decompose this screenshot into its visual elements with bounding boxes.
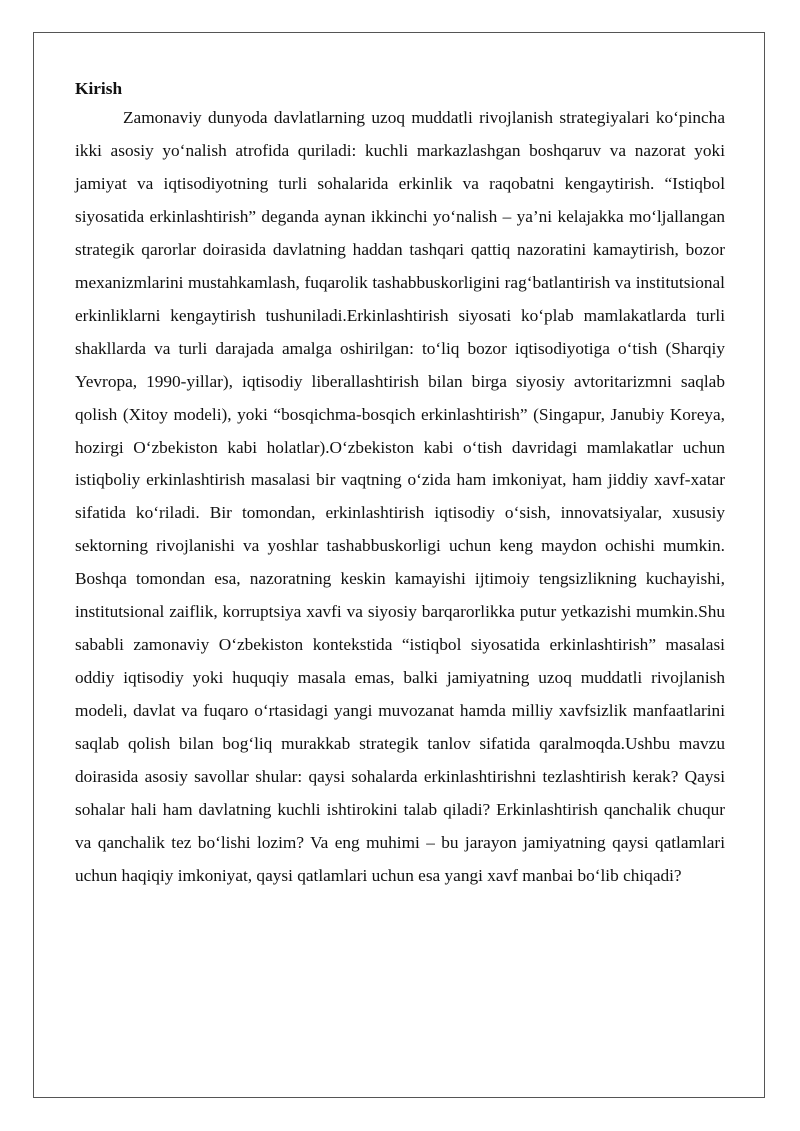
section-heading: Kirish [75, 79, 123, 98]
document-content [75, 75, 725, 893]
body-paragraph: Zamonaviy dunyoda davlatlarning uzoq muddatli rivojlanish strategiyalari koʻpincha ikki asosiy yoʻnalish atrofida quriladi: kuchli markazlashgan boshqaruv va nazorat yoki jamiyat va iqtisodiyotning turli sohalarida erkinlik va raqobatni kengaytirish. “Istiqbol siyosatida erkinlashtirish” deganda aynan ikkinchi yoʻnalish – ya’ni kelajakka moʻljallangan strategik qarorlar doirasida davlatning haddan tashqari qattiq nazoratini kamaytirish, bozor mexanizmlarini mustahkamlash, fuqarolik tashabbuskorligini ragʻbatlantirish va institutsional erkinliklarni kengaytirish tushuniladi.Erkinlashtirish siyosati koʻplab mamlakatlarda turli shakllarda va turli darajada amalga oshirilgan: toʻliq bozor iqtisodiyotiga oʻtish (Sharqiy Yevropa, 1990-yillar), iqtisodiy liberallashtirish bilan birga siyosiy avtoritarizmni saqlab qolish (Xitoy modeli), yoki “bosqichma-bosqich erkinlashtirish” (Singapur, Janubiy Koreya, hozirgi Oʻzbekiston kabi holatlar).Oʻzbekiston kabi oʻtish davridagi mamlakatlar uchun istiqboliy erkinlashtirish masalasi bir vaqtning oʻzida ham imkoniyat, ham jiddiy xavf-xatar sifatida koʻriladi. Bir tomondan, erkinlashtirish iqtisodiy oʻsish, innovatsiyalar, xususiy sektorning rivojlanishi va yoshlar tashabbuskorligi uchun keng maydon ochishi mumkin. Boshqa tomondan esa, nazoratning keskin kamayishi ijtimoiy tengsizlikning kuchayishi, institutsional zaiflik, korruptsiya xavfi va siyosiy barqarorlikka putur yetkazishi mumkin.Shu sababli zamonaviy Oʻzbekiston kontekstida “istiqbol siyosatida erkinlashtirish” masalasi oddiy iqtisodiy yoki huquqiy masala emas, balki jamiyatning uzoq muddatli rivojlanish modeli, davlat va fuqaro oʻrtasidagi yangi muvozanat hamda milliy xavfsizlik manfaatlarini saqlab qolish bilan bogʻliq murakkab strategik tanlov sifatida qaralmoqda.Ushbu mavzu doirasida asosiy savollar shular: qaysi sohalarda erkinlashtirishni tezlashtirish kerak? Qaysi sohalar hali ham davlatning kuchli ishtirokini talab qiladi? Erkinlashtirish qanchalik chuqur va qanchalik tez boʻlishi lozim? Va eng muhimi – bu jarayon jamiyatning qaysi qatlamlari uchun haqiqiy imkoniyat, qaysi qatlamlari uchun esa yangi xavf manbai boʻlib chiqadi? [75, 108, 725, 885]
